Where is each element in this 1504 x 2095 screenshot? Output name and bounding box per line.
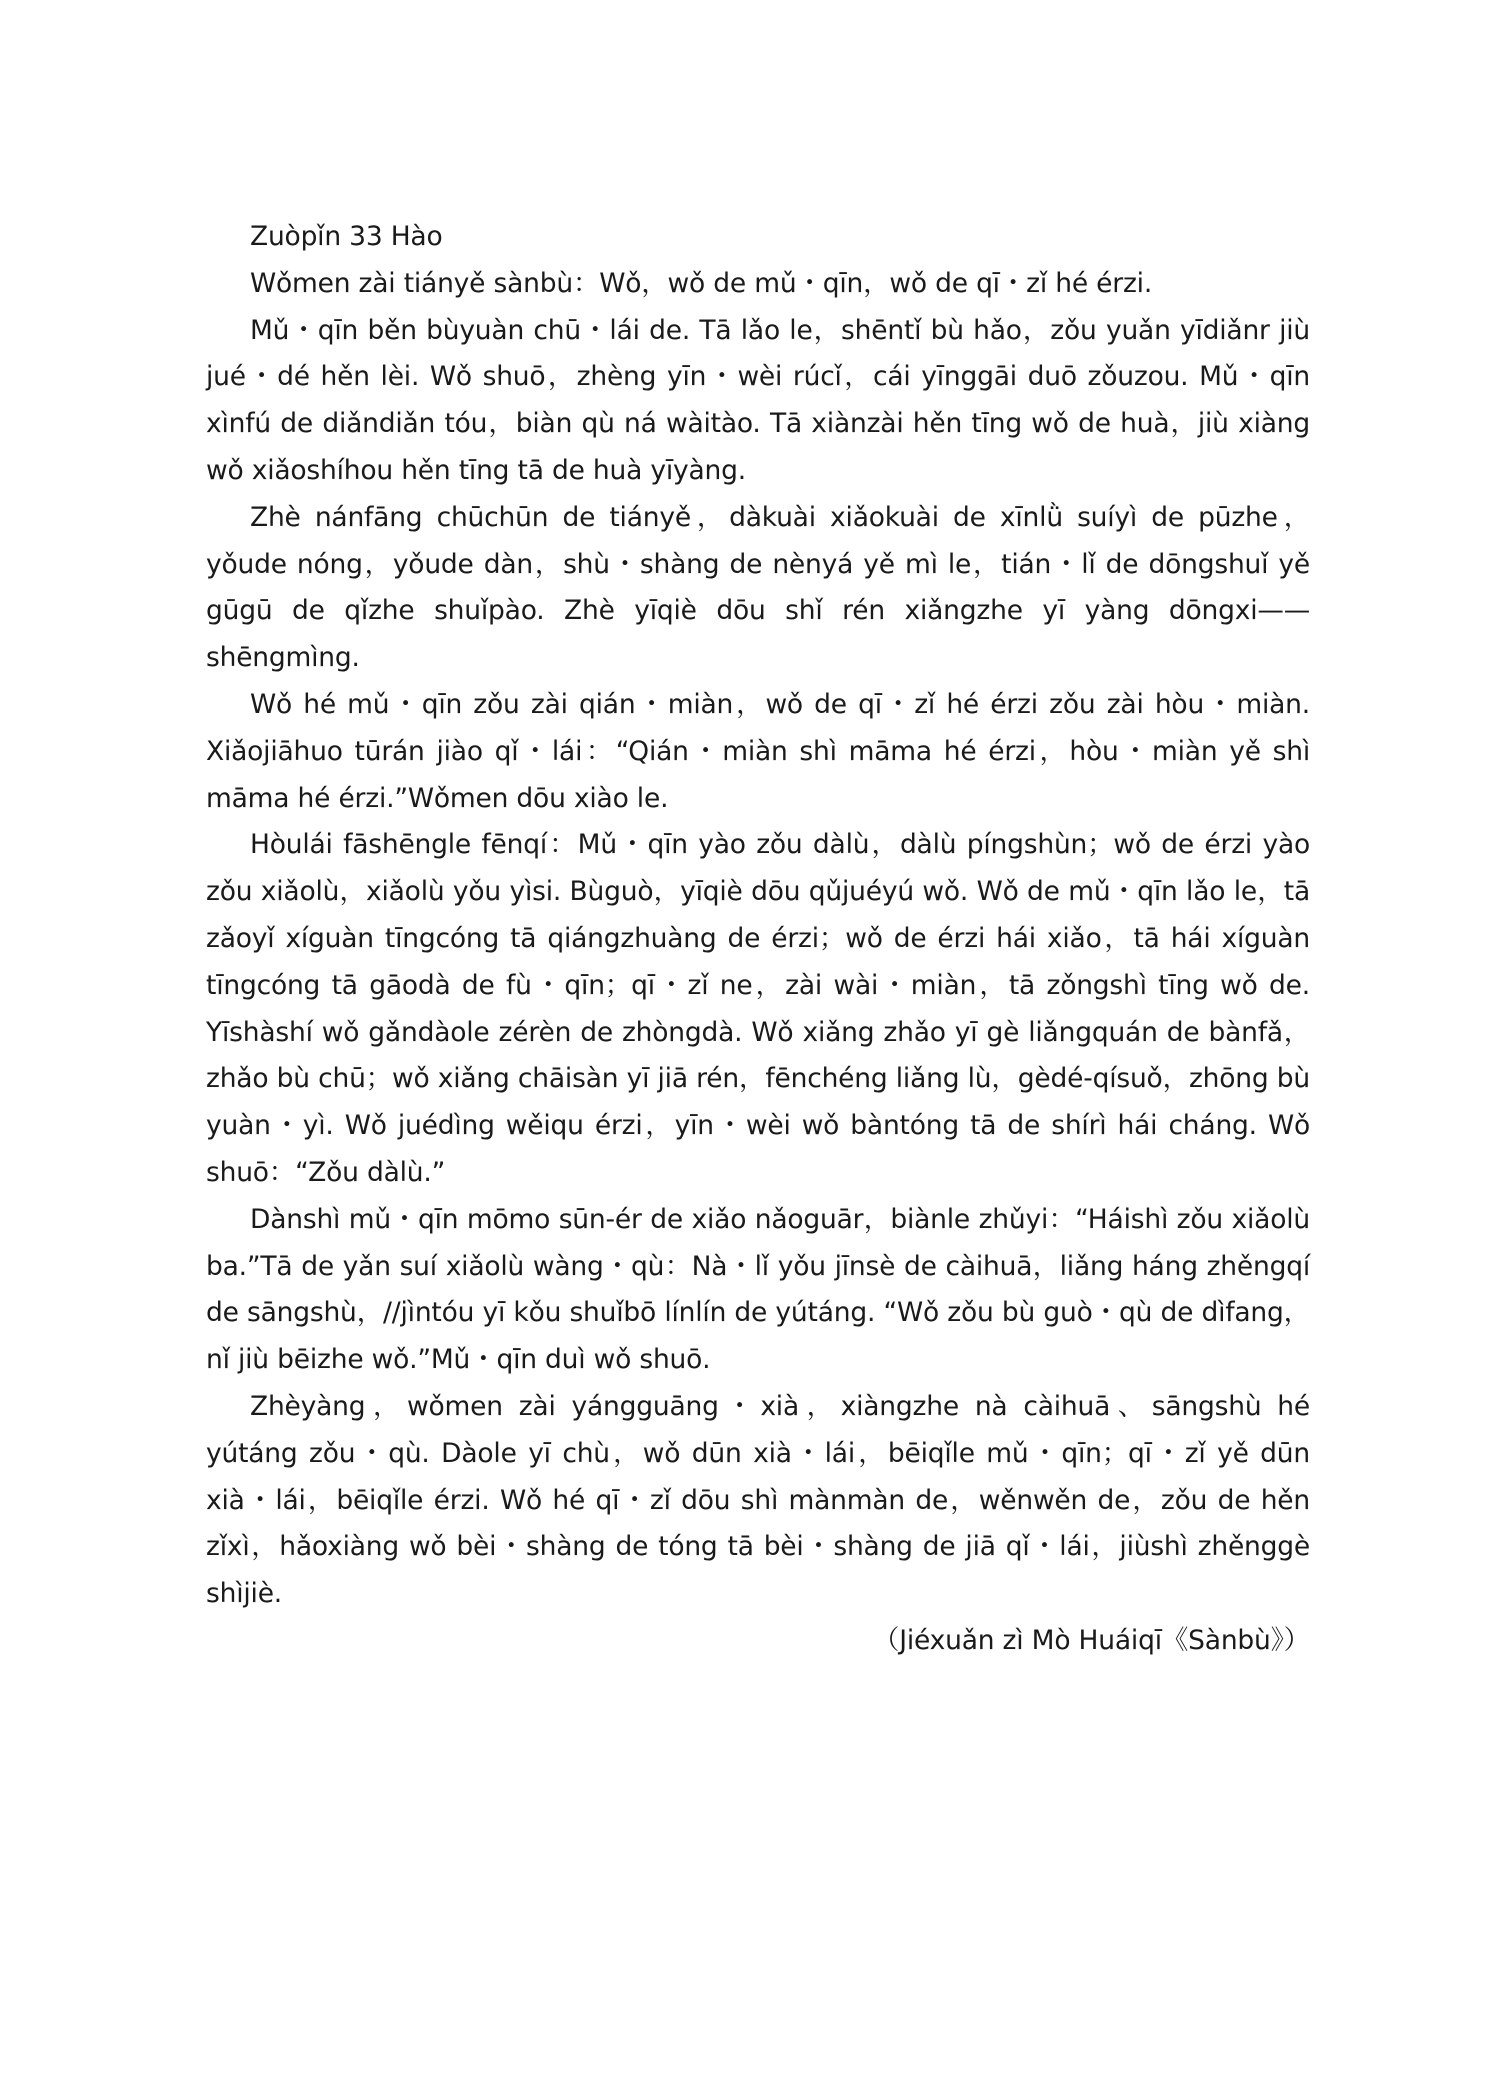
paragraph-1: Wǒmen zài tiányě sànbù：Wǒ，wǒ de mǔ・qīn，wǒ de qī・zǐ hé érzi. xyxy=(250,267,1153,299)
document-content xyxy=(206,214,1310,1665)
paragraph-5: Hòulái fāshēngle fēnqí：Mǔ・qīn yào zǒu dàlù，dàlù píngshùn；wǒ de érzi yào zǒu xiǎolù，xiǎolù yǒu yìsi. Bùguò，yīqiè dōu qǔjuéyú wǒ. Wǒ de mǔ・qīn lǎo le，tā zǎoyǐ xíguàn tīngcóng tā qiángzhuàng de érzi；wǒ de érzi hái xiǎo，tā hái xíguàn tīngcóng tā gāodà de fù・qīn；qī・zǐ ne，zài wài・miàn，tā zǒngshì tīng wǒ de. Yīshàshí wǒ gǎndàole zérèn de zhòngdà. Wǒ xiǎng zhǎo yī gè liǎngquán de bànfǎ，zhǎo bù chū；wǒ xiǎng chāisàn yī jiā rén，fēnchéng liǎng lù，gèdé-qísuǒ，zhōng bù yuàn・yì. Wǒ juédìng wěiqu érzi，yīn・wèi wǒ bàntóng tā de shírì hái cháng. Wǒ shuō：“Zǒu dàlù.” xyxy=(206,829,1310,1188)
paragraph-4: Wǒ hé mǔ・qīn zǒu zài qián・miàn，wǒ de qī・zǐ hé érzi zǒu zài hòu・miàn. Xiǎojiāhuo tūrán jiào qǐ・lái：“Qián・miàn shì māma hé érzi，hòu・miàn yě shì māma hé érzi.”Wǒmen dōu xiào le. xyxy=(206,688,1310,814)
document-title: Zuòpǐn 33 Hào xyxy=(250,221,443,252)
paragraph-6: Dànshì mǔ・qīn mōmo sūn-ér de xiǎo nǎoguār，biànle zhǔyi：“Háishì zǒu xiǎolù ba.”Tā de yǎn suí xiǎolù wàng・qù：Nà・lǐ yǒu jīnsè de càihuā，liǎng háng zhěngqí de sāngshù，//jìntóu yī kǒu shuǐbō línlín de yútáng. “Wǒ zǒu bù guò・qù de dìfang，nǐ jiù bēizhe wǒ.”Mǔ・qīn duì wǒ shuō. xyxy=(206,1203,1310,1376)
paragraph-7: Zhèyàng，wǒmen zài yángguāng・xià，xiàngzhe nà càihuā、sāngshù hé yútáng zǒu・qù. Dàole yī chù，wǒ dūn xià・lái，bēiqǐle mǔ・qīn；qī・zǐ yě dūn xià・lái，bēiqǐle érzi. Wǒ hé qī・zǐ dōu shì mànmàn de，wěnwěn de，zǒu de hěn zǐxì，hǎoxiàng wǒ bèi・shàng de tóng tā bèi・shàng de jiā qǐ・lái，jiùshì zhěnggè shìjiè. xyxy=(206,1390,1310,1610)
paragraph-2: Mǔ・qīn běn bùyuàn chū・lái de. Tā lǎo le，shēntǐ bù hǎo，zǒu yuǎn yīdiǎnr jiù jué・dé hěn lèi. Wǒ shuō，zhèng yīn・wèi rúcǐ，cái yīnggāi duō zǒuzou. Mǔ・qīn xìnfú de diǎndiǎn tóu，biàn qù ná wàitào. Tā xiànzài hěn tīng wǒ de huà，jiù xiàng wǒ xiǎoshíhou hěn tīng tā de huà yīyàng. xyxy=(206,314,1310,486)
paragraph-3: Zhè nánfāng chūchūn de tiányě，dàkuài xiǎokuài de xīnlǜ suíyì de pūzhe，yǒude nóng，yǒude dàn，shù・shàng de nènyá yě mì le，tián・lǐ de dōngshuǐ yě gūgū de qǐzhe shuǐpào. Zhè yīqiè dōu shǐ rén xiǎngzhe yī yàng dōngxi——shēngmìng. xyxy=(206,501,1310,674)
source-citation: （Jiéxuǎn zì Mò Huáiqī《Sànbù》） xyxy=(872,1624,1310,1656)
